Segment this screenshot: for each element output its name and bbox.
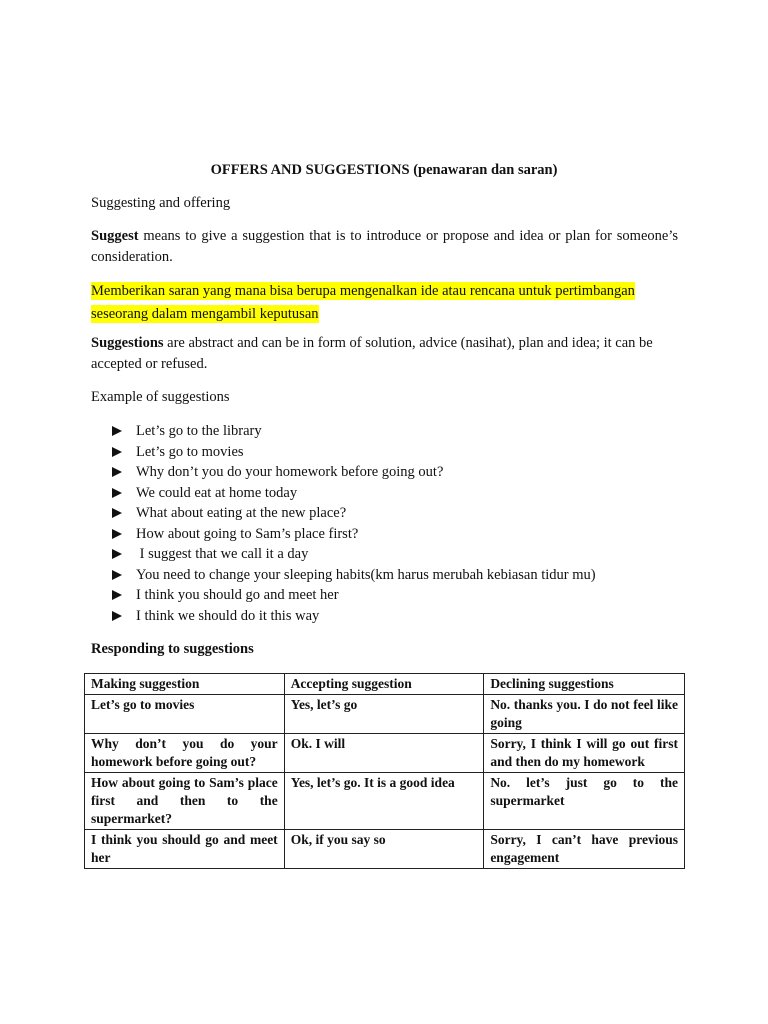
table-cell: Yes, let’s go. It is a good idea [284, 773, 484, 830]
table-row [85, 695, 685, 734]
suggest-definition [91, 226, 678, 268]
column-header-making: Making suggestion [85, 674, 285, 695]
arrow-bullet-icon [112, 488, 122, 498]
highlight-line-1: Memberikan saran yang mana bisa berupa mengenalkan ide atau rencana untuk pertimbangan [91, 283, 635, 299]
list-item: Let’s go to the library [112, 421, 596, 442]
table-cell: Ok, if you say so [284, 830, 484, 869]
examples-heading: Example of suggestions [91, 389, 230, 405]
arrow-bullet-icon [112, 426, 122, 436]
table-row [85, 734, 685, 773]
highlighted-translation [91, 280, 691, 326]
suggest-definition-text: means to give a suggestion that is to introduce or propose and idea or plan for someone’s consideration. [91, 228, 678, 265]
table-cell: No. thanks you. I do not feel like going [484, 695, 685, 734]
arrow-bullet-icon [112, 590, 122, 600]
table-cell: How about going to Sam’s place first and then to the supermarket? [85, 773, 285, 830]
table-cell: Let’s go to movies [85, 695, 285, 734]
list-item: How about going to Sam’s place first? [112, 524, 596, 545]
suggestions-term: Suggestions [91, 335, 164, 351]
table-cell: Sorry, I think I will go out first and then do my homework [484, 734, 685, 773]
list-item: Let’s go to movies [112, 442, 596, 463]
suggestions-definition-text: are abstract and can be in form of solution, advice (nasihat), plan and idea; it can be accepted or refused. [91, 335, 653, 372]
arrow-bullet-icon [112, 508, 122, 518]
table-row [85, 773, 685, 830]
column-header-declining: Declining suggestions [484, 674, 685, 695]
table-cell: Ok. I will [284, 734, 484, 773]
table-cell: No. let’s just go to the supermarket [484, 773, 685, 830]
intro-text: Suggesting and offering [91, 195, 231, 211]
arrow-bullet-icon [112, 549, 122, 559]
responding-heading: Responding to suggestions [91, 641, 254, 657]
page-title: OFFERS AND SUGGESTIONS (penawaran dan saran) [210, 162, 558, 178]
table-cell: Why don’t you do your homework before going out? [85, 734, 285, 773]
suggest-term: Suggest [91, 228, 139, 244]
examples-list [112, 421, 596, 626]
table-row [85, 830, 685, 869]
responses-table [84, 673, 685, 869]
list-item: We could eat at home today [112, 483, 596, 504]
table-cell: Sorry, I can’t have previous engagement [484, 830, 685, 869]
arrow-bullet-icon [112, 611, 122, 621]
list-item: I think we should do it this way [112, 606, 596, 627]
table-header-row [85, 674, 685, 695]
list-item: I suggest that we call it a day [112, 544, 596, 565]
list-item: You need to change your sleeping habits(km harus merubah kebiasan tidur mu) [112, 565, 596, 586]
highlight-line-2: seseorang dalam mengambil keputusan [91, 306, 319, 322]
arrow-bullet-icon [112, 447, 122, 457]
table-cell: I think you should go and meet her [85, 830, 285, 869]
table-cell: Yes, let’s go [284, 695, 484, 734]
list-item: Why don’t you do your homework before going out? [112, 462, 596, 483]
suggestions-definition [91, 333, 678, 375]
list-item: I think you should go and meet her [112, 585, 596, 606]
arrow-bullet-icon [112, 570, 122, 580]
list-item: What about eating at the new place? [112, 503, 596, 524]
column-header-accepting: Accepting suggestion [284, 674, 484, 695]
arrow-bullet-icon [112, 529, 122, 539]
arrow-bullet-icon [112, 467, 122, 477]
